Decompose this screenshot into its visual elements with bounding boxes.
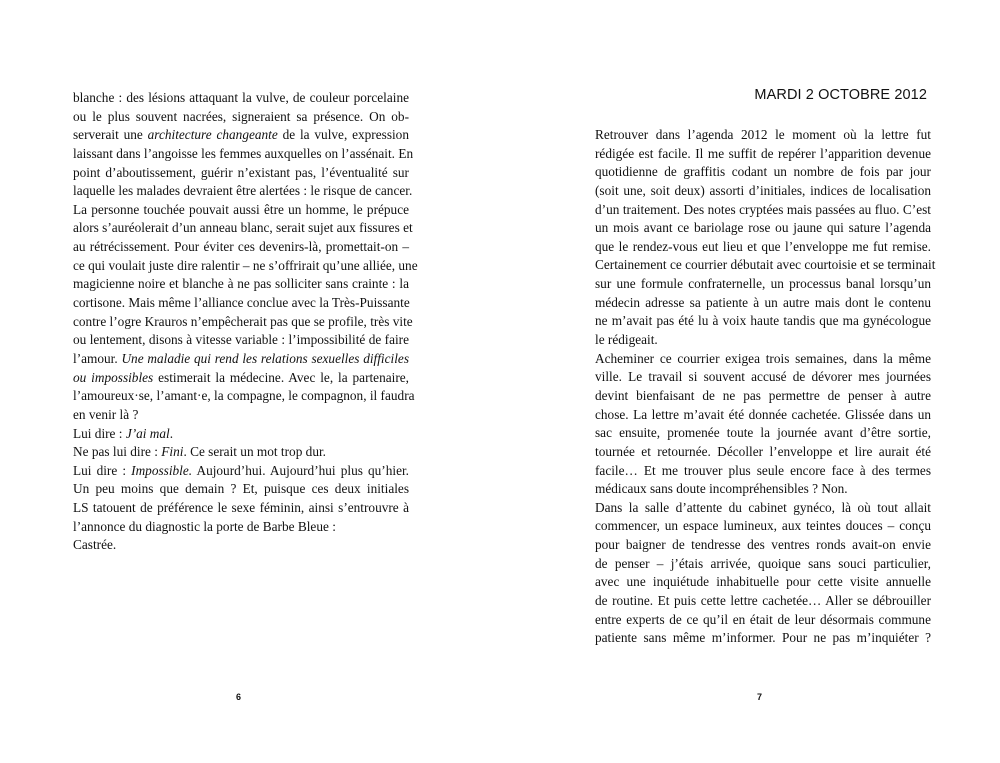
text-run: Un peu moins que demain ? Et, puisque ces deux initiales [73, 481, 409, 497]
text-run: de penser – j’étais arrivée, quoique sans souci particulier, [595, 555, 931, 571]
text-line [595, 424, 931, 443]
text-run: quotidienne de graffitis codant un nombre de fois par jour [595, 164, 931, 180]
italic-text: J’ai mal [125, 425, 170, 441]
text-run: Acheminer ce courrier exigea trois semaines, dans la même [595, 350, 931, 366]
text-run: au rétrécissement. Pour éviter ces devenirs-là, promettait-on – [73, 239, 409, 255]
text-run: ou lentement, disons à vitesse variable : l’impossibilité de faire [73, 332, 409, 348]
text-line [595, 294, 931, 313]
text-line [595, 406, 931, 425]
text-line [595, 182, 931, 201]
text-line [595, 275, 931, 294]
text-run: l’annonce du diagnostic la porte de Barbe Bleue : [73, 518, 336, 534]
text-run: devint bienfaisant de ne pas permettre de penser à autre [595, 387, 931, 403]
text-run: laissant dans l’angoisse les femmes auxquelles on l’assénait. En [73, 145, 414, 161]
text-run: avec une inquiétude inhabituelle pour cette visite annuelle [595, 574, 931, 590]
text-line [595, 312, 931, 331]
italic-text: Impossible. [131, 462, 193, 478]
text-line [73, 406, 409, 425]
left-page-text [73, 89, 418, 555]
text-run: ce qui voulait juste dire ralentir – ne s’offrirait qu’une alliée, une [73, 257, 418, 273]
text-run: contre l’ogre Krauros n’empêcherait pas que se profile, très vite [73, 313, 413, 329]
text-line [73, 275, 409, 294]
italic-text: Une maladie qui rend les relations sexuelles difficiles [121, 350, 409, 366]
text-run: médicaux sans doute incompréhensibles ? Non. [595, 481, 848, 497]
text-run: Ne pas lui dire : [73, 444, 162, 460]
text-run: d’un traitement. Des notes cryptées mais passées au fluo. C’est [595, 201, 931, 217]
text-line [73, 182, 413, 201]
text-run: blanche : des lésions attaquant la vulve, de couleur porcelaine [73, 90, 409, 105]
text-run: cortisone. Mais même l’alliance conclue avec la Très-Puissante [73, 295, 410, 311]
text-line [595, 368, 931, 387]
text-run: Certainement ce courrier débutait avec courtoisie et se terminait [595, 257, 936, 273]
text-line [73, 164, 409, 183]
text-run: Dans la salle d’attente du cabinet gynéco, là où tout allait [595, 499, 931, 515]
text-line [73, 369, 409, 388]
page-number-left: 6 [236, 692, 242, 702]
italic-text: Fini [161, 444, 184, 460]
text-line [73, 313, 413, 332]
text-run: . [169, 425, 174, 441]
italic-text: ou impossibles [73, 369, 154, 385]
text-line [595, 462, 931, 481]
text-run: pour baigner de tendresse des ventres ronds avait-on envie [595, 537, 931, 553]
text-run: estimerait la médecine. Avec le, la partenaire, [153, 369, 409, 385]
text-line [73, 536, 409, 555]
text-run: rédigée est facile. Il me suffit de repérer l’apparition devenue [595, 145, 931, 161]
text-run: entre experts de ce qu’il en était de leur désormais commune [595, 611, 931, 627]
text-line [595, 629, 931, 648]
text-run: alors s’auréolerait d’un anneau blanc, serait sujet aux fissures et [73, 220, 413, 236]
text-run: La personne touchée pouvait aussi être un homme, le prépuce [73, 201, 409, 217]
text-run: Lui dire : [73, 462, 132, 478]
text-line [595, 536, 931, 555]
text-line [595, 126, 931, 145]
text-run: laquelle les malades devraient être alertées : le risque de cancer. [73, 183, 413, 199]
text-line [595, 480, 931, 499]
text-run: chose. La lettre m’avait été donnée cachetée. Glissée dans un [595, 406, 931, 422]
text-run: sur une formule confraternelle, un processus banal lorsqu’un [595, 276, 931, 292]
text-run: Aujourd’hui. Aujourd’hui plus qu’hier. [192, 462, 409, 478]
text-run: en venir là ? [73, 406, 139, 422]
text-line [595, 387, 931, 406]
text-line [595, 238, 931, 257]
text-line [595, 201, 931, 220]
text-line [73, 480, 409, 499]
right-page [500, 0, 1000, 763]
text-line [73, 257, 418, 276]
text-run: commencer, un espace lumineux, aux teintes douces – conçu [595, 518, 931, 534]
running-head: MARDI 2 OCTOBRE 2012 [754, 87, 927, 103]
text-line [595, 443, 931, 462]
text-line [73, 331, 409, 350]
page-number-right: 7 [757, 692, 763, 702]
text-run: le rédigeait. [595, 332, 658, 348]
text-run: (soit une, soit deux) assorti d’initiales, indices de localisation [595, 182, 931, 198]
text-line [73, 219, 413, 238]
text-line [595, 573, 931, 592]
text-line [595, 350, 931, 369]
text-line [73, 387, 415, 406]
text-line [595, 499, 931, 518]
text-line [595, 163, 931, 182]
text-line [73, 238, 409, 257]
text-run: l’amoureux·se, l’amant·e, la compagne, le compagnon, il faudra [73, 388, 415, 404]
text-line [73, 294, 409, 313]
text-run: tournée et retournée. Décoller l’enveloppe et lire aurait été [595, 443, 931, 459]
text-run: Castrée. [73, 537, 117, 553]
text-run: de routine. Et puis cette lettre cachetée… Aller se débrouiller [595, 593, 931, 609]
text-line [595, 256, 936, 275]
text-line [595, 517, 931, 536]
text-run: Lui dire : [73, 425, 126, 441]
text-line [73, 425, 409, 444]
text-line [595, 331, 931, 350]
text-line [595, 219, 931, 238]
text-line [73, 350, 409, 369]
text-line [73, 499, 409, 518]
text-line [73, 462, 409, 481]
text-run: de la vulve, expression [277, 127, 409, 143]
text-run: serverait une [73, 127, 148, 143]
text-run: que le rendez-vous eut lieu et que l’enveloppe me fut remise. [595, 238, 931, 254]
text-line [73, 108, 409, 127]
text-line [73, 518, 409, 537]
text-run: sac ensuite, promenée toute la journée avant d’être sortie, [595, 425, 931, 441]
text-run: Retrouver dans l’agenda 2012 le moment où la lettre fut [595, 127, 931, 142]
text-line [73, 201, 409, 220]
text-run: l’amour. [73, 350, 122, 366]
text-line [595, 611, 931, 630]
text-line [73, 126, 409, 145]
text-line [595, 592, 931, 611]
text-run: LS tatouent de préférence le sexe féminin, ainsi s’entrouvre à [73, 500, 409, 516]
text-line [595, 145, 931, 164]
italic-text: architecture changeante [147, 127, 278, 143]
text-run: patiente sans même m’informer. Pour ne pas m’inquiéter ? [595, 630, 931, 646]
text-run: ville. Le travail si souvent accusé de dévorer mes journées [595, 369, 931, 385]
text-run: médecin adresse sa patiente à un autre mais dont le contenu [595, 294, 931, 310]
text-run: ne m’avait pas été lu à voix haute tandis que ma gynécologue [595, 313, 931, 329]
text-line [595, 555, 931, 574]
text-line [73, 89, 409, 108]
text-run: facile… Et me trouver plus seule encore face à des termes [595, 462, 931, 478]
text-line [73, 145, 414, 164]
text-run: . Ce serait un mot trop dur. [183, 444, 326, 460]
right-page-text [595, 126, 936, 648]
text-run: point d’aboutissement, guérir n’existant pas, l’éventualité sur [73, 164, 409, 180]
text-run: magicienne noire et blanche à ne pas solliciter sans crainte : la [73, 276, 409, 292]
text-run: un mois avant ce bariolage rose ou jaune qui sature l’agenda [595, 220, 931, 236]
text-line [73, 443, 409, 462]
text-run: ou le plus souvent nacrées, signeraient sa présence. On ob- [73, 108, 409, 124]
